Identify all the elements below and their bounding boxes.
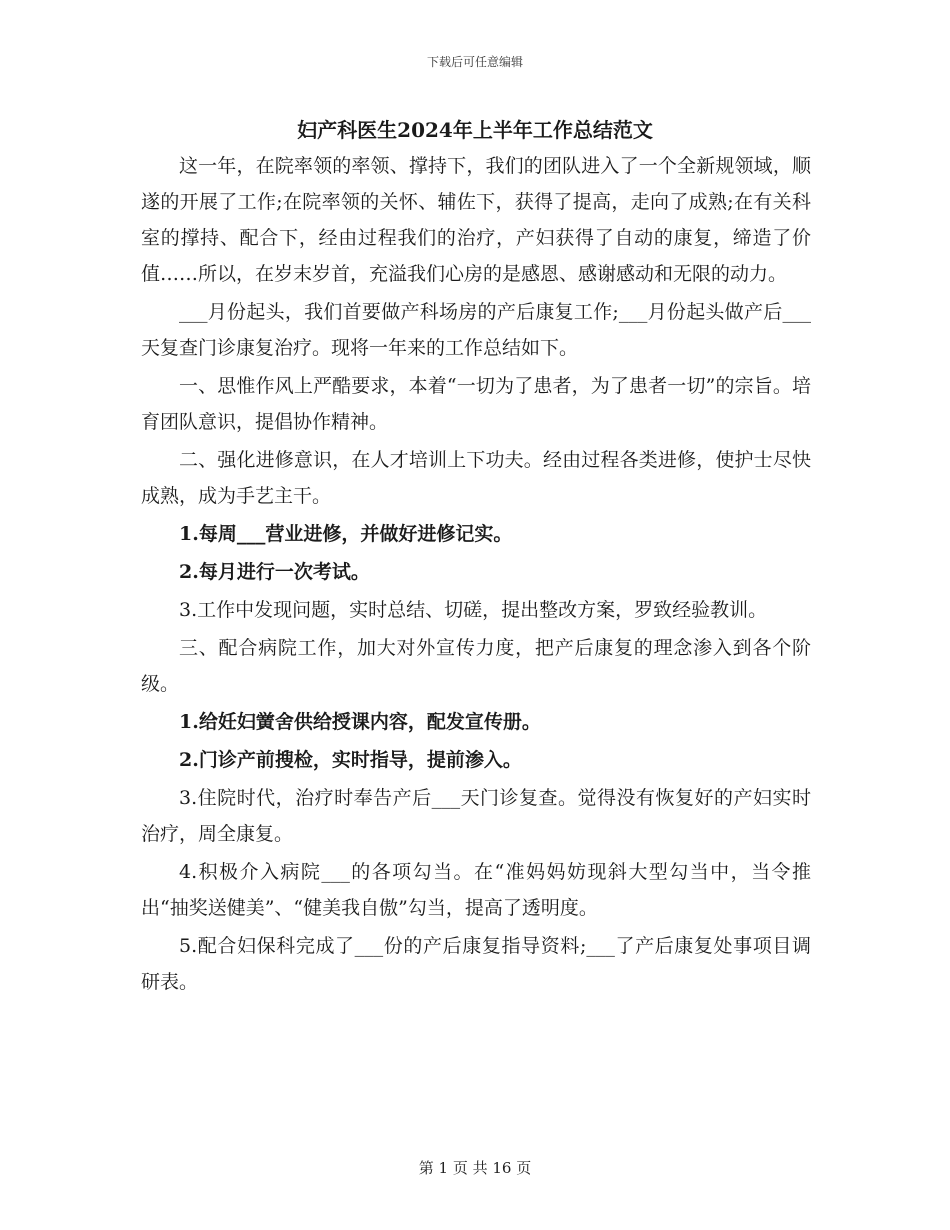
document-title: 妇产科医生2024年上半年工作总结范文 [297, 118, 653, 142]
list-item-3-1: 1.给妊妇黉舍供给授课内容，配发宣传册。 [179, 711, 541, 733]
list-item-3-2: 2.门诊产前搜检，实时指导，提前渗入。 [179, 749, 522, 771]
list-item-2-2: 2.每月进行一次考试。 [179, 561, 370, 583]
list-item-2-1: 1.每周___营业进修，并做好进修记实。 [179, 523, 513, 545]
paragraph-section-3: 三、配合病院工作，加大对外宣传力度，把产后康复的理念渗入到各个阶级。 [141, 637, 811, 695]
list-item-3-4: 4.积极介入病院___的各项勾当。在“准妈妈妨现斜大型勾当中，当令推出“抽奖送健美”、“健美我自傲”勾当，提高了透明度。 [141, 861, 811, 919]
document-body [141, 148, 811, 1000]
list-item-2-3: 3.工作中发现问题，实时总结、切磋，提出整改方案，罗致经验教训。 [179, 599, 768, 621]
list-item-3-3: 3.住院时代，治疗时奉告产后___天门诊复查。觉得没有恢复好的产妇实时治疗，周全康复。 [141, 787, 811, 845]
page-indicator: 第 1 页 共 16 页 [418, 1159, 532, 1177]
paragraph-section-1: 一、思惟作风上严酷要求，本着“一切为了患者，为了患者一切”的宗旨。培育团队意识，提倡协作精神。 [141, 375, 811, 433]
paragraph-schedule: ___月份起头，我们首要做产科场房的产后康复工作;___月份起头做产后___天复查门诊康复治疗。现将一年来的工作总结如下。 [141, 301, 811, 359]
list-item-3-5: 5.配合妇保科完成了___份的产后康复指导资料;___了产后康复处事项目调研表。 [141, 935, 811, 993]
paragraph-section-2: 二、强化进修意识，在人才培训上下功夫。经由过程各类进修，使护士尽快成熟，成为手艺主干。 [141, 449, 811, 507]
header-note: 下载后可任意编辑 [426, 55, 523, 69]
paragraph-intro: 这一年，在院率领的率领、撑持下，我们的团队进入了一个全新规领域，顺遂的开展了工作;在院率领的关怀、辅佐下，获得了提高，走向了成熟;在有关科室的撑持、配合下，经由过程我们的治疗，产妇获得了自动的康复，缔造了价值……所以，在岁末岁首，充溢我们心房的是感恩、感谢感动和无限的动力。 [141, 155, 811, 285]
